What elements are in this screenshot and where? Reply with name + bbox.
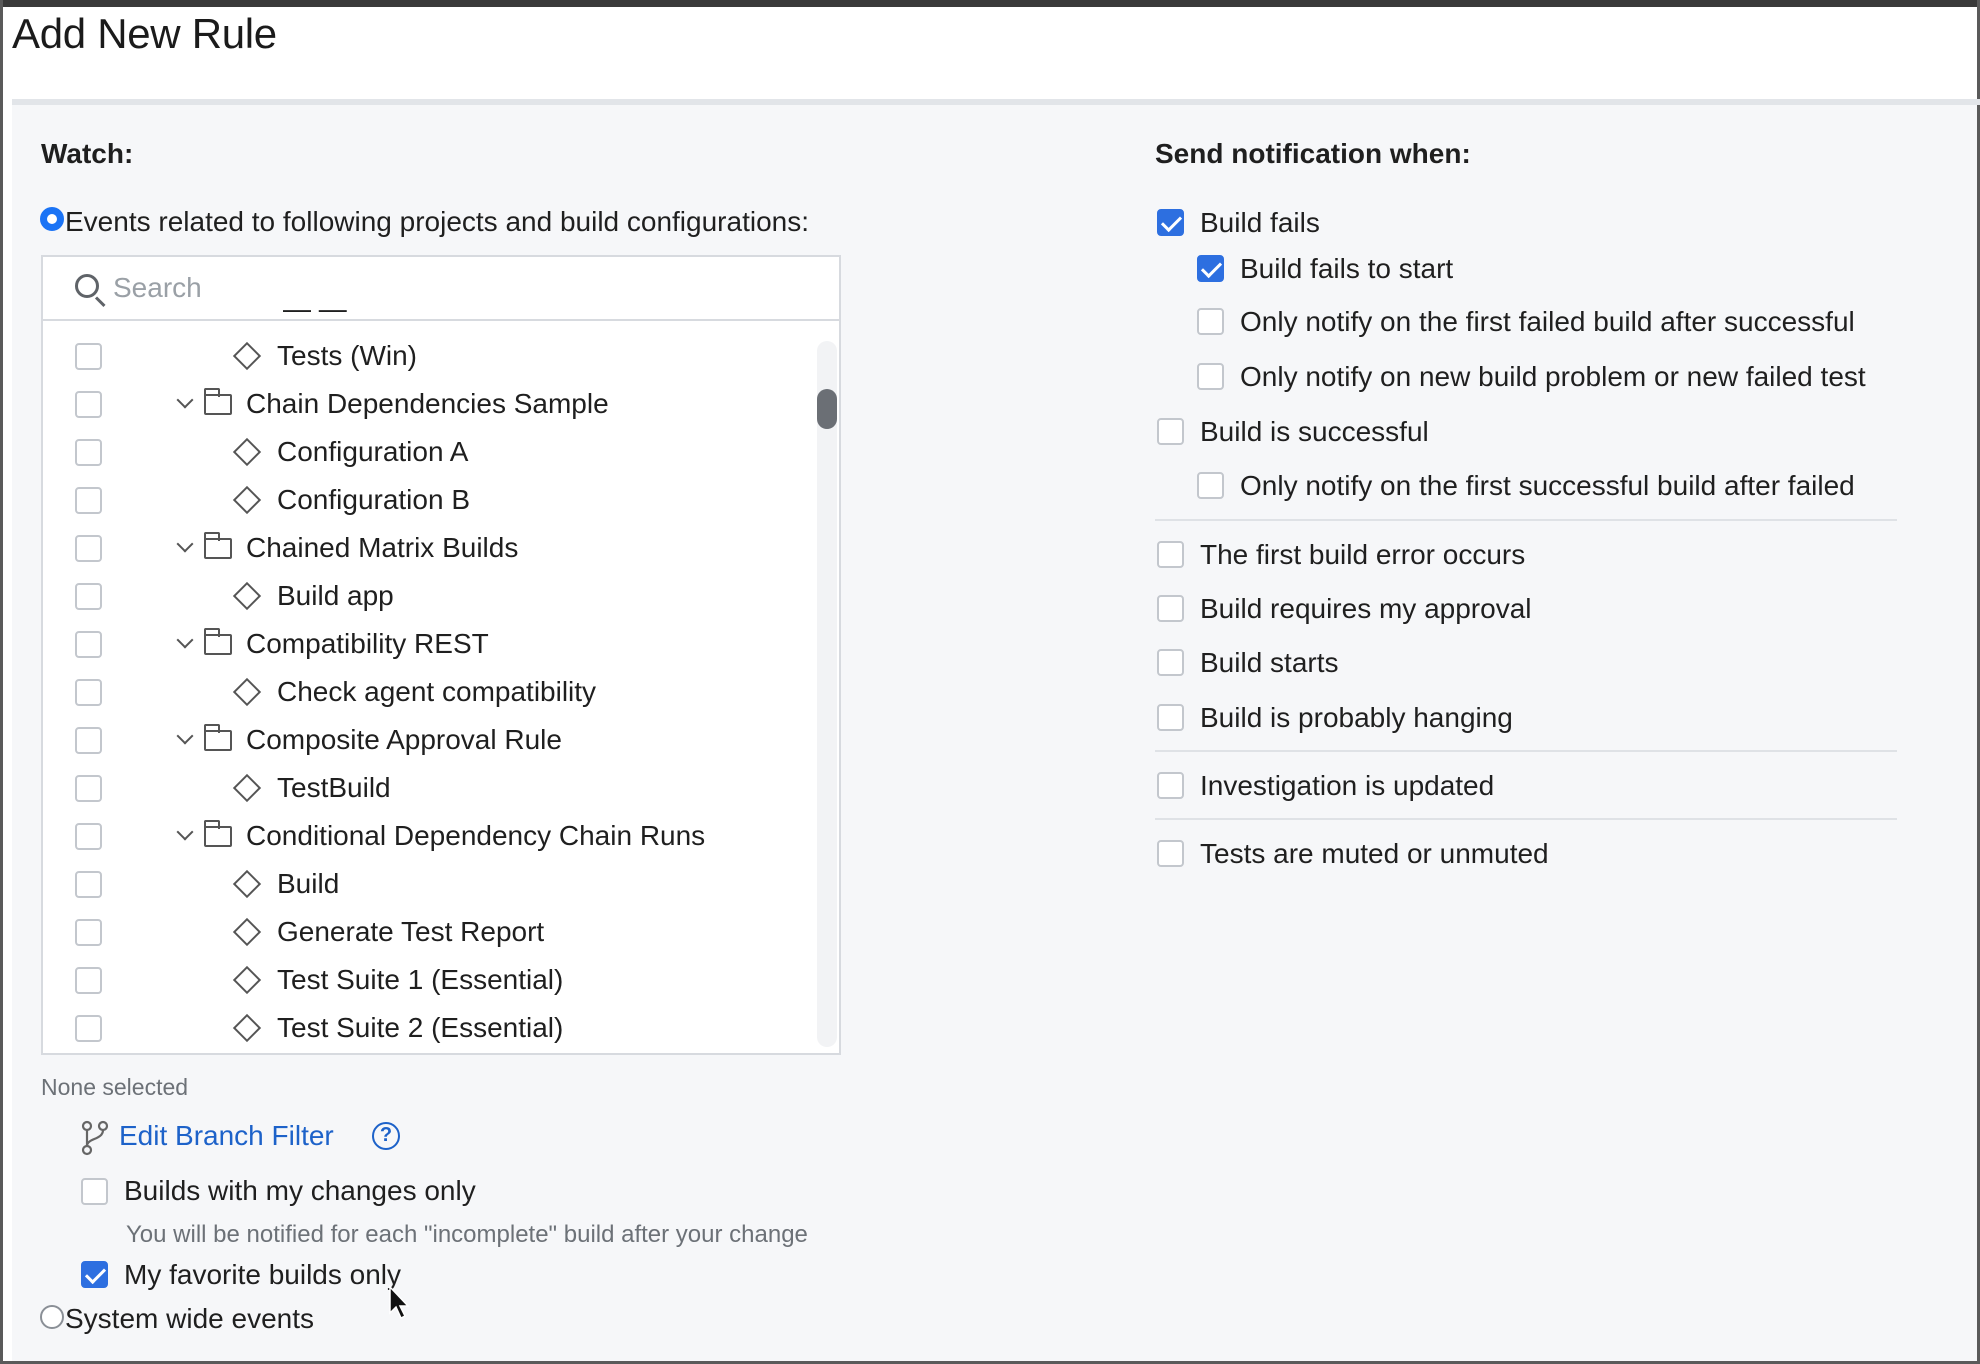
tree-row[interactable] [43,429,813,477]
notify-divider [1155,519,1897,521]
tree-row[interactable] [43,525,813,573]
tree-scrollbar-thumb[interactable] [817,389,837,429]
tree-row-label: Generate Test Report [277,916,545,947]
tree-row-checkbox[interactable] [75,439,102,466]
tree-row-checkbox[interactable] [75,775,102,802]
chevron-down-icon[interactable] [177,824,194,841]
requires-approval-label[interactable]: Build requires my approval [1200,593,1532,624]
build-config-icon [233,486,261,514]
tree-row-checkbox[interactable] [75,967,102,994]
tree-scrollbar-track[interactable] [817,341,837,1047]
tree-row-label: Tests (Win) [277,340,417,371]
watch-projects-label[interactable]: Events related to following projects and build configurations: [65,206,809,237]
first-error-label[interactable]: The first build error occurs [1200,539,1526,570]
tree-row-checkbox[interactable] [75,583,102,610]
tree-row[interactable] [43,621,813,669]
build-hanging-checkbox[interactable] [1157,704,1184,731]
chevron-down-icon[interactable] [177,392,194,409]
new-problem-label[interactable]: Only notify on new build problem or new failed test [1240,361,1866,392]
build-config-icon [233,1014,261,1042]
tree-row-checkbox[interactable] [75,823,102,850]
first-error-checkbox[interactable] [1157,541,1184,568]
tests-muted-checkbox[interactable] [1157,840,1184,867]
tree-row-checkbox[interactable] [75,1015,102,1042]
investigation-checkbox[interactable] [1157,772,1184,799]
tree-row-checkbox[interactable] [75,631,102,658]
build-hanging-label[interactable]: Build is probably hanging [1200,702,1513,733]
investigation-label[interactable]: Investigation is updated [1200,770,1495,801]
tree-row[interactable] [43,765,813,813]
tree-row-label: Configuration A [277,436,469,467]
build-config-icon [233,966,261,994]
first-successful-checkbox[interactable] [1197,472,1224,499]
tree-row-checkbox[interactable] [75,727,102,754]
build-starts-label[interactable]: Build starts [1200,647,1339,678]
requires-approval-checkbox[interactable] [1157,595,1184,622]
my-changes-hint: You will be notified for each "incomplete" build after your change [126,1221,808,1248]
project-tree-panel [41,255,841,1055]
build-successful-checkbox[interactable] [1157,418,1184,445]
notify-divider [1155,818,1897,820]
tree-row-label: Compatibility REST [246,628,489,659]
folder-icon [204,634,232,655]
tree-row[interactable] [43,957,813,1005]
watch-projects-radio[interactable] [40,207,64,231]
build-fails-label[interactable]: Build fails [1200,207,1320,238]
help-icon[interactable]: ? [372,1122,400,1150]
tree-row-label: Test Suite 1 (Essential) [277,964,564,995]
my-changes-label[interactable]: Builds with my changes only [124,1175,476,1206]
folder-icon [204,730,232,751]
tree-row-clipped-label: — — [283,293,347,324]
tree-row-label: Chain Dependencies Sample [246,388,609,419]
build-config-icon [233,774,261,802]
tree-row-label: TestBuild [277,772,391,803]
tree-row[interactable] [43,813,813,861]
build-config-icon [233,870,261,898]
folder-icon [204,826,232,847]
my-changes-checkbox[interactable] [81,1178,108,1205]
tree-row-label: Composite Approval Rule [246,724,562,755]
project-tree [43,293,839,1055]
edit-branch-filter-link[interactable]: Edit Branch Filter [119,1120,334,1151]
tree-row-label: Conditional Dependency Chain Runs [246,820,706,851]
system-events-radio[interactable] [40,1305,64,1329]
tree-row[interactable] [43,669,813,717]
build-starts-checkbox[interactable] [1157,649,1184,676]
tree-row-label: Build [277,868,340,899]
first-failed-checkbox[interactable] [1197,308,1224,335]
notify-label: Send notification when: [1155,138,1471,169]
tests-muted-label[interactable]: Tests are muted or unmuted [1200,838,1549,869]
tree-row[interactable] [43,333,813,381]
fails-to-start-checkbox[interactable] [1197,255,1224,282]
system-events-label[interactable]: System wide events [65,1303,314,1334]
new-problem-checkbox[interactable] [1197,363,1224,390]
chevron-down-icon[interactable] [177,632,194,649]
mouse-cursor-icon [388,1285,412,1321]
chevron-down-icon[interactable] [177,728,194,745]
folder-icon [204,538,232,559]
window-left-edge [0,0,3,1364]
tree-row[interactable] [43,381,813,429]
build-config-icon [233,438,261,466]
folder-icon [204,394,232,415]
tree-row-label: Test Suite 2 (Essential) [277,1012,564,1043]
fails-to-start-label[interactable]: Build fails to start [1240,253,1454,284]
tree-row[interactable] [43,909,813,957]
tree-row-checkbox[interactable] [75,487,102,514]
build-fails-checkbox[interactable] [1157,209,1184,236]
branch-icon [80,1120,110,1156]
build-config-icon [233,582,261,610]
favorites-label[interactable]: My favorite builds only [124,1259,402,1290]
tree-row[interactable] [43,861,813,909]
tree-row-checkbox[interactable] [75,871,102,898]
build-successful-label[interactable]: Build is successful [1200,416,1429,447]
tree-row[interactable] [43,573,813,621]
tree-row-checkbox[interactable] [75,391,102,418]
tree-row-checkbox[interactable] [75,535,102,562]
tree-row-checkbox[interactable] [75,343,102,370]
watch-label: Watch: [41,138,134,169]
tree-row-checkbox[interactable] [75,679,102,706]
build-config-icon [233,918,261,946]
tree-row[interactable] [43,477,813,525]
build-config-icon [233,342,261,370]
window-top-edge [0,0,1980,7]
tree-row-checkbox[interactable] [75,919,102,946]
tree-row[interactable] [43,1005,813,1053]
tree-row-label: Chained Matrix Builds [246,532,519,563]
favorites-checkbox[interactable] [81,1261,108,1288]
notify-divider [1155,750,1897,752]
selection-status: None selected [41,1074,189,1100]
chevron-down-icon[interactable] [177,536,194,553]
dialog-title: Add New Rule [12,10,277,57]
first-successful-label[interactable]: Only notify on the first successful build after failed [1240,470,1855,501]
build-config-icon [233,678,261,706]
tree-row-label: Check agent compatibility [277,676,597,707]
tree-row-label: Configuration B [277,484,471,515]
tree-row-label: Build app [277,580,394,611]
first-failed-label[interactable]: Only notify on the first failed build after successful [1240,306,1855,337]
tree-row[interactable] [43,717,813,765]
